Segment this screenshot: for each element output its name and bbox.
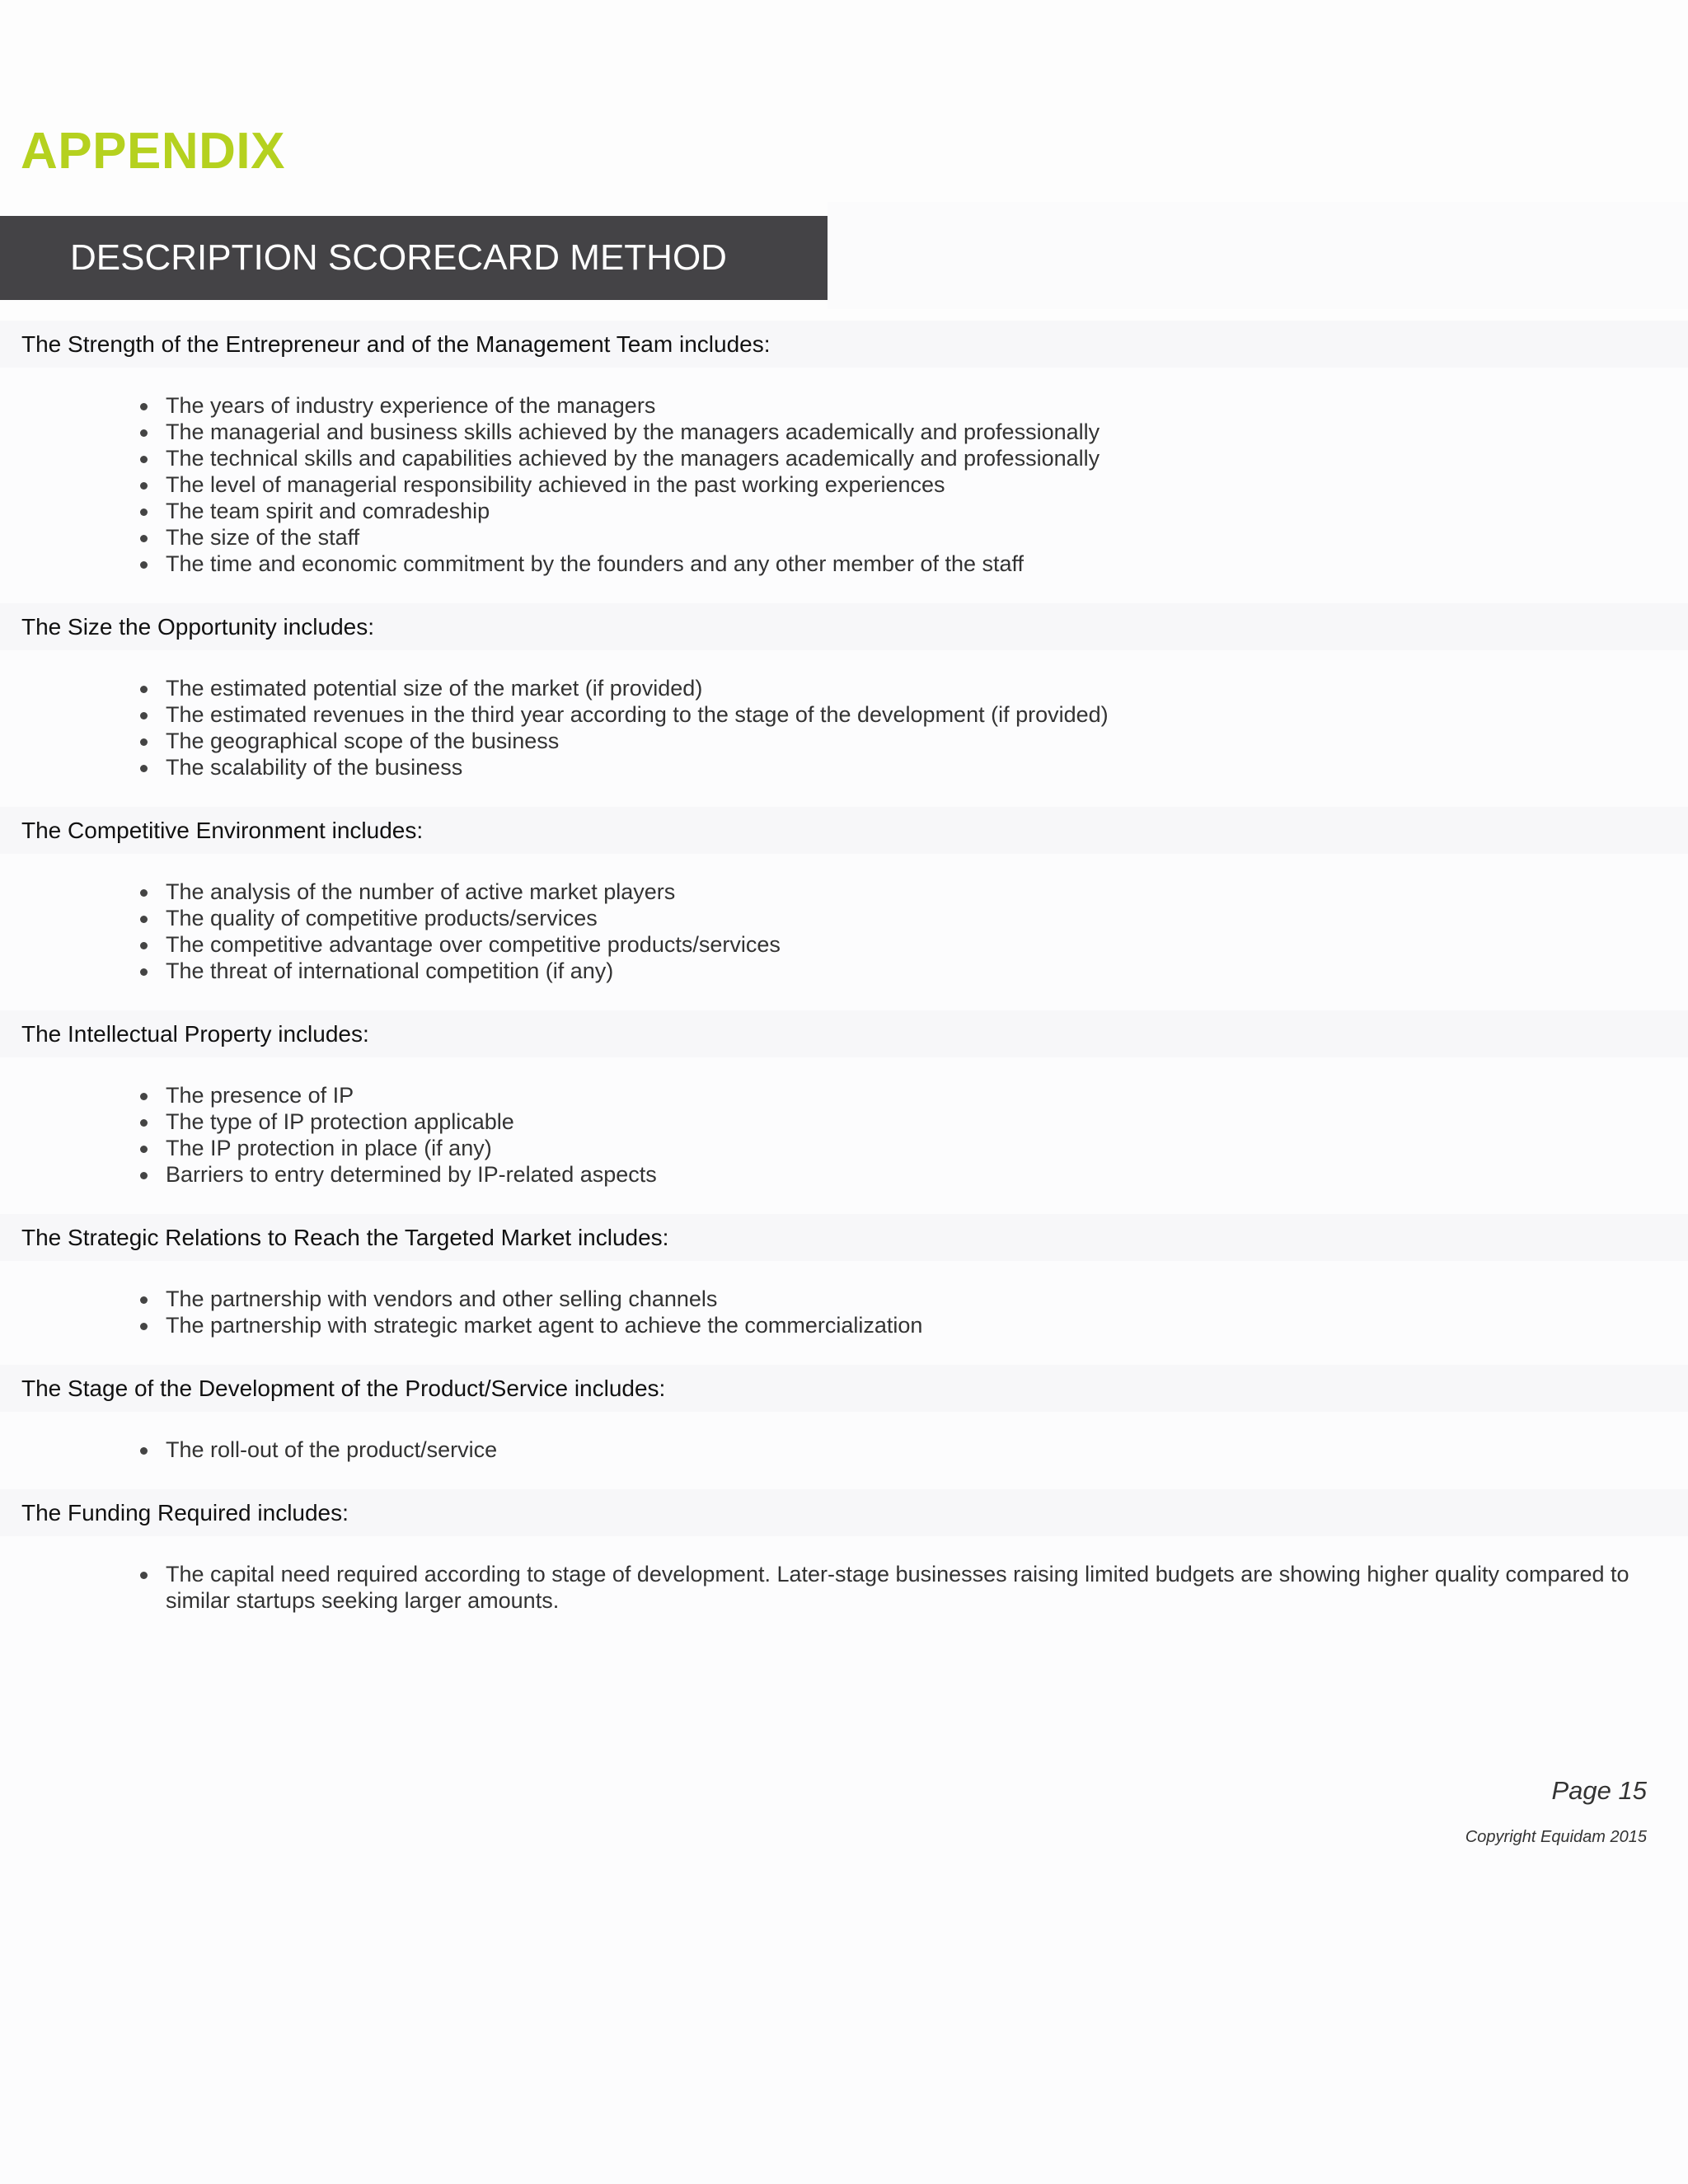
bullet-icon (140, 1296, 148, 1304)
section-heading (0, 1214, 1688, 1261)
copyright-notice: Copyright Equidam 2015 (1465, 1828, 1647, 1846)
list-item-text: The managerial and business skills achieved by the managers academically and professionally (166, 419, 1100, 444)
section-list-panel (0, 650, 1688, 807)
bullet-icon (140, 765, 148, 772)
list-item-text: The technical skills and capabilities achieved by the managers academically and professionally (166, 446, 1100, 471)
list-item-text: The estimated potential size of the market (if provided) (166, 676, 703, 701)
list-item (140, 1312, 1647, 1338)
section-heading-text: The Strategic Relations to Reach the Targeted Market includes: (21, 1224, 669, 1250)
list-item (140, 524, 1647, 551)
bullet-icon (140, 1572, 148, 1579)
bullet-list (140, 1286, 1647, 1338)
list-item (140, 445, 1647, 471)
list-item (140, 879, 1647, 905)
list-item (140, 1436, 1647, 1463)
list-item (140, 392, 1647, 419)
bullet-icon (140, 1119, 148, 1127)
list-item (140, 728, 1647, 754)
section-list-panel (0, 1536, 1688, 2184)
page-number: Page 15 (1551, 1776, 1647, 1805)
bullet-list (140, 675, 1647, 780)
list-item-text: Barriers to entry determined by IP-related aspects (166, 1162, 657, 1187)
list-item-text: The estimated revenues in the third year according to the stage of the development (if provided) (166, 702, 1109, 727)
list-item-text: The scalability of the business (166, 755, 463, 780)
section-list-panel (0, 1412, 1688, 1489)
list-item-text: The partnership with vendors and other selling channels (166, 1286, 718, 1311)
bullet-icon (140, 535, 148, 542)
list-item-text: The presence of IP (166, 1083, 354, 1108)
bullet-icon (140, 712, 148, 719)
bullet-icon (140, 1172, 148, 1179)
list-item (140, 931, 1647, 958)
section-heading (0, 1010, 1688, 1057)
section-list-panel (0, 1057, 1688, 1214)
list-item (140, 419, 1647, 445)
bullet-list (140, 392, 1647, 577)
bullet-icon (140, 1323, 148, 1330)
list-item (140, 1135, 1647, 1161)
list-item (140, 1161, 1647, 1188)
section-heading-text: The Intellectual Property includes: (21, 1020, 369, 1047)
list-item (140, 754, 1647, 780)
bullet-icon (140, 738, 148, 746)
bullet-icon (140, 686, 148, 693)
section-heading-text: The Funding Required includes: (21, 1499, 349, 1526)
list-item (140, 471, 1647, 498)
bullet-list (140, 1436, 1647, 1463)
list-item-text: The geographical scope of the business (166, 729, 560, 753)
bullet-icon (140, 429, 148, 437)
section-list-panel (0, 1261, 1688, 1365)
section-list-panel (0, 368, 1688, 603)
bullet-icon (140, 1146, 148, 1153)
list-item-text: The time and economic commitment by the founders and any other member of the staff (166, 551, 1025, 576)
section-heading (0, 321, 1688, 368)
list-item-text: The size of the staff (166, 525, 360, 550)
list-item (140, 551, 1647, 577)
banner-title: DESCRIPTION SCORECARD METHOD (70, 237, 727, 278)
list-item (140, 1561, 1647, 1614)
bullet-icon (140, 889, 148, 897)
bullet-icon (140, 1447, 148, 1455)
bullet-icon (140, 456, 148, 463)
bullet-icon (140, 482, 148, 490)
list-item (140, 675, 1647, 701)
bullet-list (140, 1561, 1647, 1614)
list-item-text: The analysis of the number of active market players (166, 879, 676, 904)
list-item-text: The roll-out of the product/service (166, 1437, 498, 1462)
list-item (140, 905, 1647, 931)
bullet-icon (140, 403, 148, 410)
section-list-panel (0, 854, 1688, 1010)
list-item-text: The quality of competitive products/services (166, 906, 598, 930)
bullet-list (140, 1082, 1647, 1188)
list-item-text: The capital need required according to stage of development. Later-stage businesses raising limited budgets are showing higher quality compared to similar startups seeking larger amounts. (166, 1562, 1629, 1613)
section-heading-text: The Competitive Environment includes: (21, 817, 424, 843)
list-item-text: The team spirit and comradeship (166, 499, 490, 523)
list-item-text: The type of IP protection applicable (166, 1109, 514, 1134)
section-banner (0, 216, 828, 300)
section-heading (0, 1365, 1688, 1412)
list-item-text: The partnership with strategic market agent to achieve the commercialization (166, 1313, 923, 1338)
list-item (140, 701, 1647, 728)
list-item-text: The years of industry experience of the managers (166, 393, 656, 418)
section-heading (0, 1489, 1688, 1536)
section-heading (0, 807, 1688, 854)
section-heading (0, 603, 1688, 650)
bullet-icon (140, 916, 148, 923)
banner-extension (828, 202, 1688, 309)
section-heading-text: The Size the Opportunity includes: (21, 613, 375, 640)
section-heading-text: The Strength of the Entrepreneur and of the Management Team includes: (21, 330, 771, 357)
section-heading-text: The Stage of the Development of the Product/Service includes: (21, 1375, 666, 1401)
list-item (140, 1108, 1647, 1135)
appendix-title: APPENDIX (21, 123, 285, 180)
list-item (140, 1082, 1647, 1108)
bullet-list (140, 879, 1647, 984)
list-item-text: The IP protection in place (if any) (166, 1136, 492, 1160)
list-item (140, 958, 1647, 984)
bullet-icon (140, 968, 148, 976)
bullet-icon (140, 942, 148, 949)
list-item-text: The threat of international competition (if any) (166, 958, 614, 983)
list-item (140, 1286, 1647, 1312)
bullet-icon (140, 1093, 148, 1100)
list-item (140, 498, 1647, 524)
bullet-icon (140, 561, 148, 569)
bullet-icon (140, 509, 148, 516)
list-item-text: The competitive advantage over competitive products/services (166, 932, 781, 957)
list-item-text: The level of managerial responsibility achieved in the past working experiences (166, 472, 945, 497)
